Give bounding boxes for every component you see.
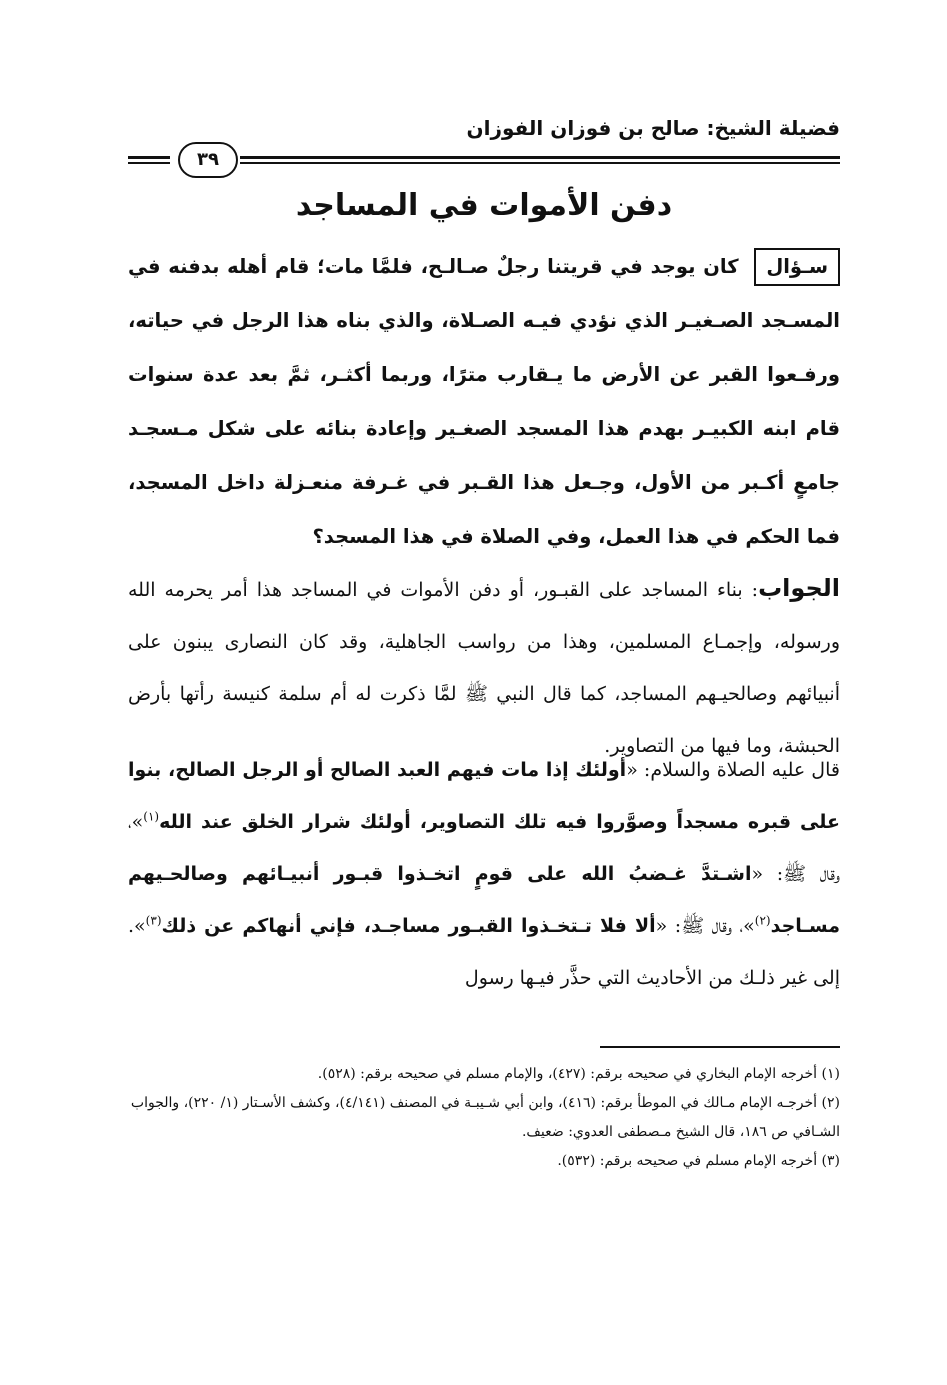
header-rule — [240, 156, 840, 163]
header-title: فضيلة الشيخ: صالح بن فوزان الفوزان — [466, 116, 840, 140]
footnote-3: (٣) أخرجه الإمام مسلم في صحيحه برقم: (٥٣٢). — [557, 1153, 840, 1169]
answer-text: : بناء المساجد على القبـور، أو دفن الأموات في المساجد هذا أمر يحرمه الله ورسوله، وإجمـاع المسلمين، وهذا من رواسب الجاهلية، وقد كان النصارى يبنون على أنبيائهم وصالحيـهم المساجد، كما قال النبي ﷺ لمَّا ذكرت له أم سلمة كنيسة رأتها بأرض الحبشة، وما فيها من التصاوير. — [128, 579, 840, 757]
hadith-quote-3: ألا فلا تـتخـذوا القبـور مساجـد، فإني أنهاكم عن ذلك — [161, 915, 656, 937]
hadith-quote-1: أولئك إذا مات فيهم العبد الصالح أو الرجل الصالح، بنوا على قبره مسجداً وصوَّروا فيه تلك التصاوير، أولئك شرار الخلق عند الله — [128, 759, 840, 833]
footnote-ref-2[interactable]: (٢) — [754, 913, 771, 928]
hadith-block — [128, 744, 840, 1004]
footnote-2: (٢) أخرجـه الإمام مـالك في الموطأ برقم: (٤١٦)، وابن أبي شـيبـة في المصنف (٤/١٤١)، وكشف الأسـتار (١/ ٢٢٠)، والجواب الشـافي ص ١٨٦، قال الشيخ مـصطفى العدوي: ضعيف. — [130, 1095, 840, 1140]
question-block — [128, 240, 840, 564]
answer-block — [128, 562, 840, 772]
header-rule-short-thin — [128, 163, 170, 164]
running-header — [128, 112, 840, 172]
chapter-title: دفن الأموات في المساجد — [295, 188, 673, 223]
hadith-outro: ». إلى غير ذلـك من الأحاديث التي حذَّر فيـها رسول — [128, 915, 840, 989]
hadith-mid-2: »، وقال ﷺ: « — [655, 915, 755, 937]
page-number-badge: ٣٩ — [178, 142, 238, 178]
footnote-ref-3[interactable]: (٣) — [145, 913, 162, 928]
hadith-mid-1: »، وقال ﷺ: « — [128, 811, 841, 885]
footnote-ref-1[interactable]: (١) — [143, 809, 160, 824]
question-label: سـؤال — [754, 248, 840, 286]
header-rule-short — [128, 156, 170, 163]
hadith-intro: قال عليه الصلاة والسلام: « — [626, 759, 840, 781]
hadith-quote-2: اشـتدَّ غـضبُ الله على قومٍ اتخـذوا قبـور أنبيـائهم وصالحـيهم مسـاجد — [128, 863, 840, 937]
question-text: كان يوجد في قريتنا رجلٌ صـالـح، فلمَّا مات؛ قام أهله بدفنه في المسـجد الصـغيـر الذي نؤدي فيـه الصـلاة، والذي بناه هذا الرجل في حياته، ورفـعوا القبر عن الأرض ما يـقارب مترًا، وربما أكثـر، ثمَّ بعد عدة سنوات قام ابنه الكبيـر بهدم هذا المسجد الصغـير وإعادة بنائه على شكل مـسجـد جامعٍ أكـبر من الأول، وجـعل هذا القـبر في غـرفة منعـزلة داخل المسجد، فما الحكم في هذا العمل، وفي الصلاة في هذا المسجد؟ — [128, 255, 840, 548]
footnote-1: (١) أخرجه الإمام البخاري في صحيحه برقم: (٤٢٧)، والإمام مسلم في صحيحه برقم: (٥٢٨). — [317, 1066, 840, 1082]
answer-label: الجواب — [758, 574, 840, 602]
header-rule-thin — [240, 163, 840, 164]
footnotes — [128, 1060, 840, 1176]
footnote-separator — [600, 1046, 840, 1048]
